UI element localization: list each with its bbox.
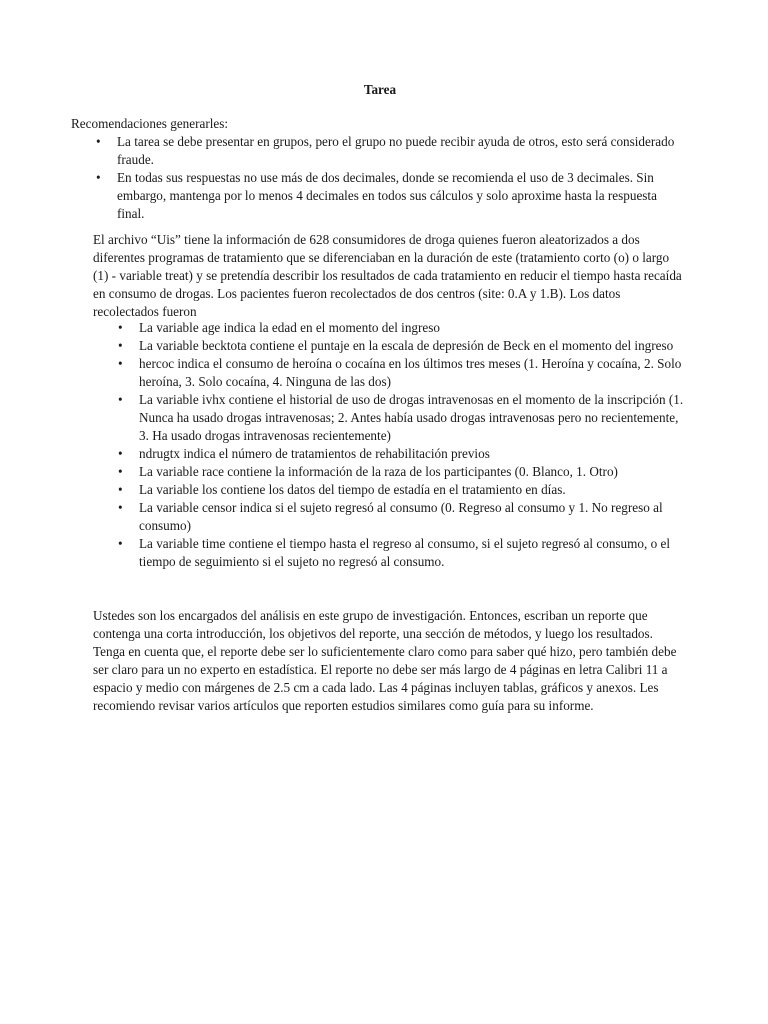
variable-text: La variable age indica la edad en el momento del ingreso	[139, 320, 440, 335]
bullet-icon: •	[118, 536, 123, 551]
document-title: Tarea	[363, 82, 397, 97]
bullet-icon: •	[118, 356, 123, 371]
list-item	[96, 169, 677, 223]
closing-paragraph: Ustedes son los encargados del análisis en este grupo de investigación. Entonces, escriban un reporte que contenga una corta introducción, los objetivos del reporte, una sección de métodos, y luego los resultados. Tenga en cuenta que, el reporte debe ser lo suficientemente claro como para saber qué hizo, pero también debe ser claro para un no experto en estadística. El reporte no debe ser más largo de 4 páginas en letra Calibri 11 a espacio y medio con márgenes de 2.5 cm a cada lado. Las 4 páginas incluyen tablas, gráficos y anexos. Les recomiendo revisar varios artículos que reporten estudios similares como guía para su informe.	[93, 608, 677, 713]
bullet-icon: •	[96, 170, 101, 185]
variable-text: La variable los contiene los datos del tiempo de estadía en el tratamiento en días.	[139, 482, 566, 497]
list-item	[118, 391, 684, 445]
list-item	[118, 535, 684, 571]
recommendation-text: La tarea se debe presentar en grupos, pero el grupo no puede recibir ayuda de otros, esto será considerado fraude.	[117, 134, 675, 167]
variable-text: La variable time contiene el tiempo hasta el regreso al consumo, si el sujeto regresó al consumo, o el tiempo de seguimiento si el sujeto no regresó al consumo.	[139, 536, 670, 569]
list-item	[118, 319, 684, 337]
recommendations-list	[96, 133, 677, 223]
recommendations-heading: Recomendaciones generarles:	[71, 116, 229, 131]
list-item	[118, 499, 684, 535]
bullet-icon: •	[118, 446, 123, 461]
bullet-icon: •	[118, 500, 123, 515]
list-item	[118, 355, 684, 391]
bullet-icon: •	[96, 134, 101, 149]
variable-text: La variable censor indica si el sujeto regresó al consumo (0. Regreso al consumo y 1. No regreso al consumo)	[139, 500, 663, 533]
variable-text: La variable becktota contiene el puntaje en la escala de depresión de Beck en el momento del ingreso	[139, 338, 674, 353]
bullet-icon: •	[118, 338, 123, 353]
list-item	[118, 445, 684, 463]
list-item	[118, 463, 684, 481]
list-item	[96, 133, 677, 169]
recommendation-text: En todas sus respuestas no use más de dos decimales, donde se recomienda el uso de 3 decimales. Sin embargo, mantenga por lo menos 4 decimales en todos sus cálculos y solo aproxime hasta la respuesta final.	[117, 170, 657, 221]
variable-text: La variable race contiene la información de la raza de los participantes (0. Blanco, 1. Otro)	[139, 464, 618, 479]
variables-list	[118, 319, 684, 571]
bullet-icon: •	[118, 464, 123, 479]
bullet-icon: •	[118, 392, 123, 407]
variable-text: hercoc indica el consumo de heroína o cocaína en los últimos tres meses (1. Heroína y cocaína, 2. Solo heroína, 3. Solo cocaína, 4. Ninguna de las dos)	[139, 356, 682, 389]
variable-text: La variable ivhx contiene el historial de uso de drogas intravenosas en el momento de la inscripción (1. Nunca ha usado drogas intravenosas; 2. Antes había usado drogas intravenosas pero no recientemente, 3. Ha usado drogas intravenosas recientemente)	[139, 392, 684, 443]
bullet-icon: •	[118, 320, 123, 335]
intro-paragraph: El archivo “Uis” tiene la información de 628 consumidores de droga quienes fueron aleatorizados a dos diferentes programas de tratamiento que se diferenciaban en la duración de este (tratamiento corto (o) o largo (1) - variable treat) y se pretendía describir los resultados de cada tratamiento en reducir el tiempo hasta recaída en consumo de drogas. Los pacientes fueron recolectados de dos centros (site: 0.A y 1.B). Los datos recolectados fueron	[93, 232, 682, 319]
list-item	[118, 337, 684, 355]
variable-text: ndrugtx indica el número de tratamientos de rehabilitación previos	[139, 446, 490, 461]
list-item	[118, 481, 684, 499]
bullet-icon: •	[118, 482, 123, 497]
